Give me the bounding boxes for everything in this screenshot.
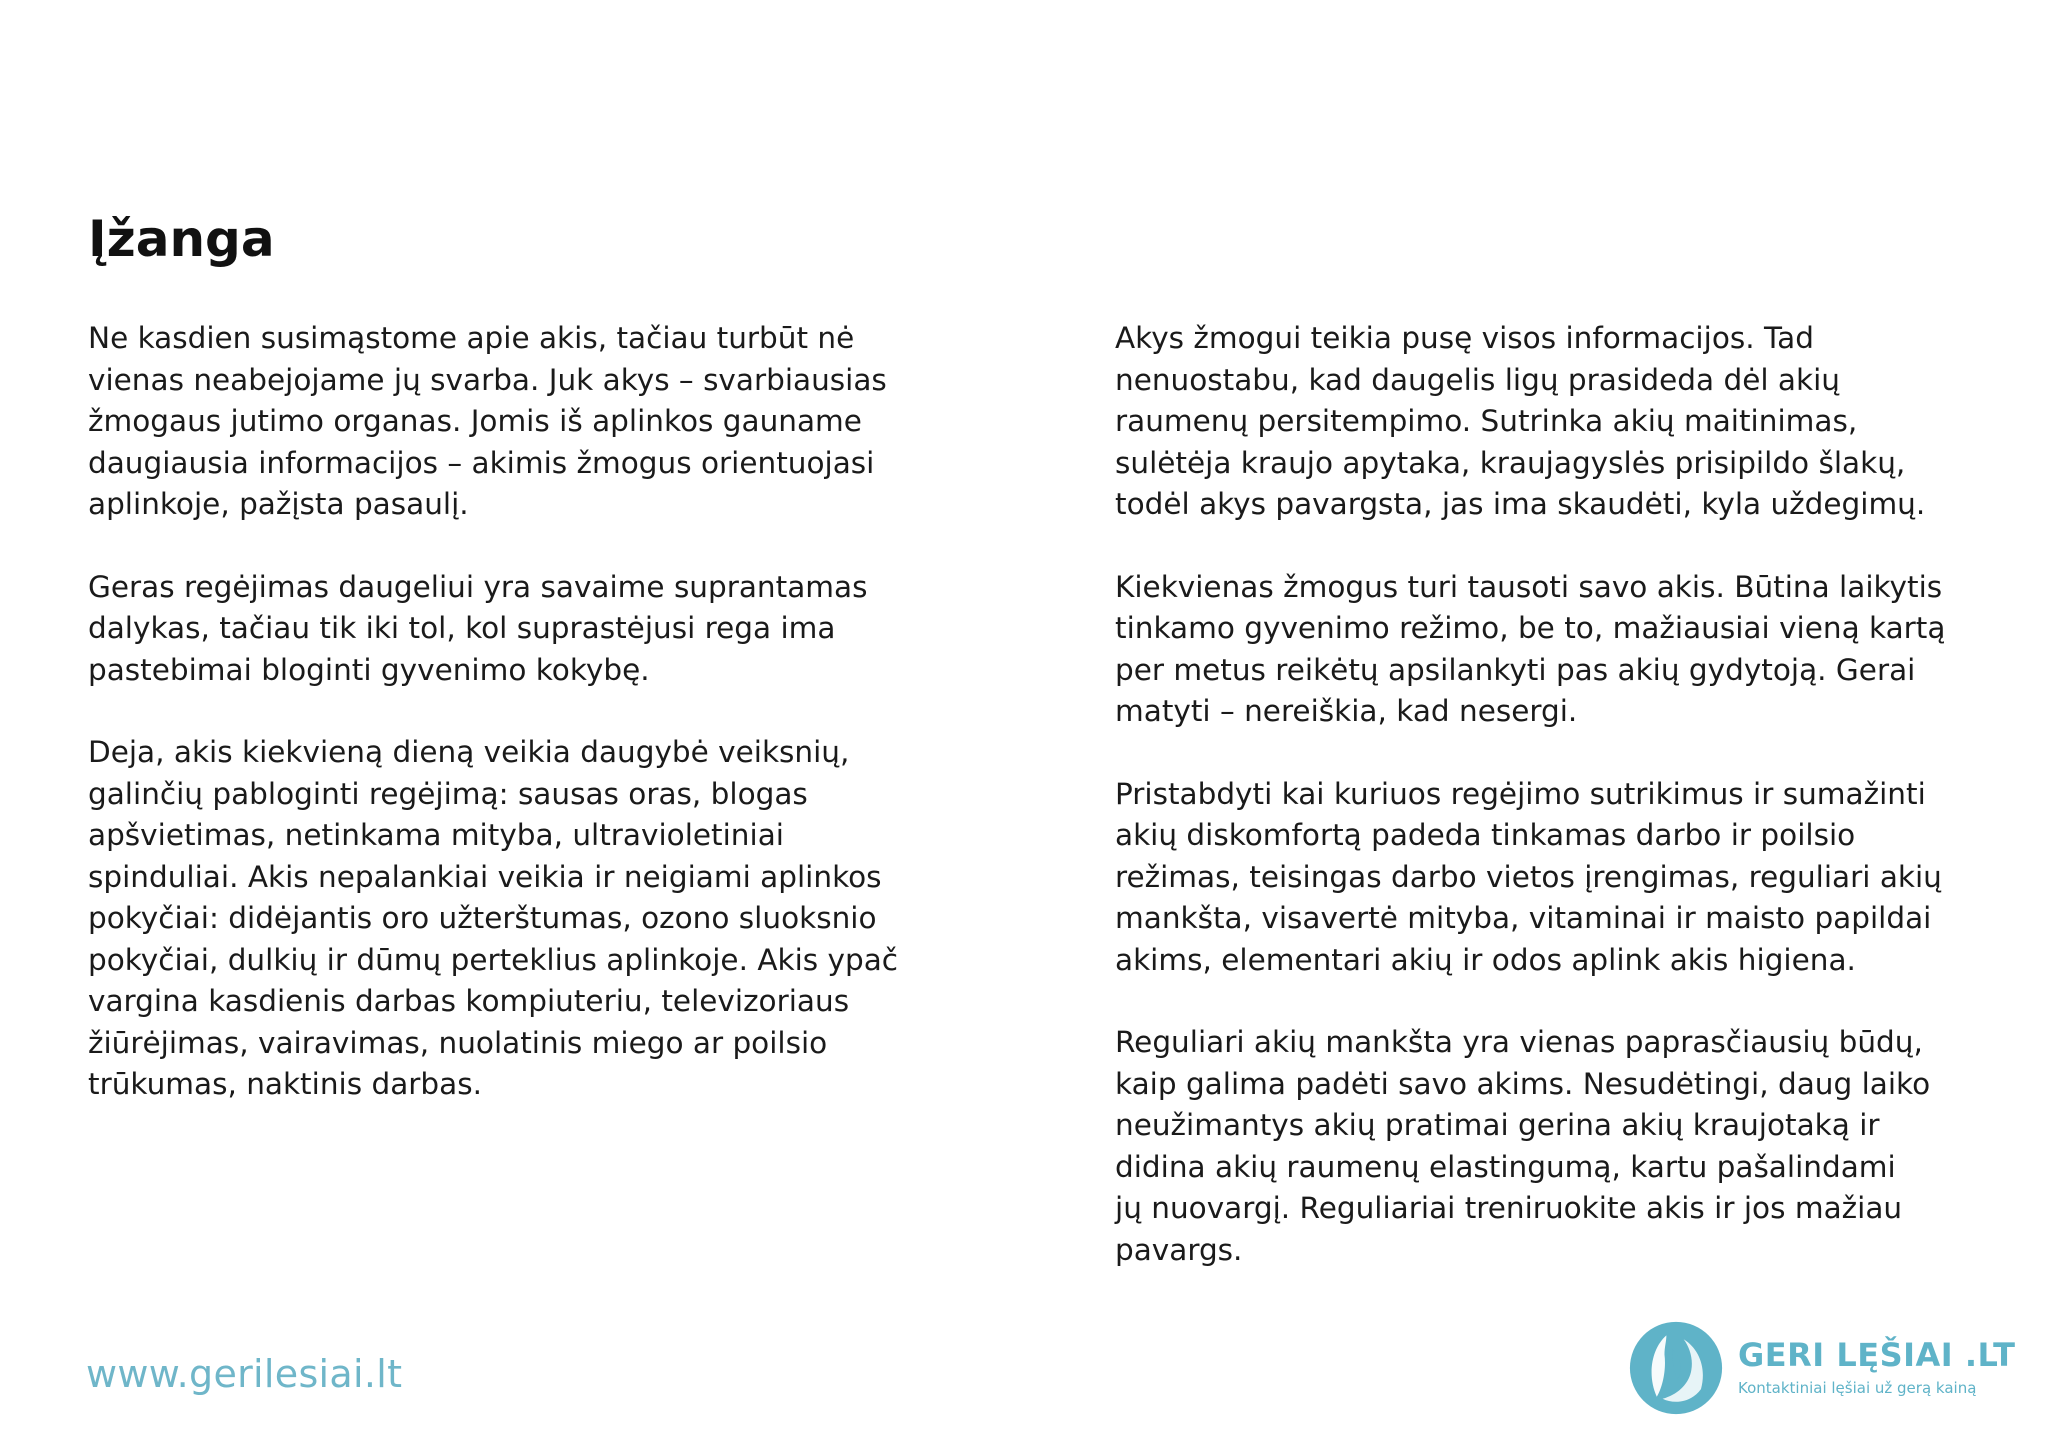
contact-lens-logo-icon <box>1628 1320 1724 1416</box>
left-column <box>88 318 948 1147</box>
paragraph: Kiekvienas žmogus turi tausoti savo akis. Būtina laikytis tinkamo gyvenimo režimo, be to, mažiausiai vieną kartą per metus reikėtų apsilankyti pas akių gydytoją. Gerai matyti – nereiškia, kad nesergi. <box>1115 569 1946 728</box>
paragraph: Ne kasdien susimąstome apie akis, tačiau turbūt nė vienas neabejojame jų svarba. Juk akys – svarbiausias žmogaus jutimo organas. Jomis iš aplinkos gauname daugiausia informacijos – akimis žmogus orientuojasi aplinkoje, pažįsta pasaulį. <box>88 321 887 521</box>
paragraph: Pristabdyti kai kuriuos regėjimo sutrikimus ir sumažinti akių diskomfortą padeda tinkamas darbo ir poilsio režimas, teisingas darbo vietos įrengimas, reguliari akių mankšta, visavertė mityba, vitaminai ir maisto papildai akims, elementari akių ir odos aplink akis higiena. <box>1115 776 1942 977</box>
brand-name: GERI LĘŠIAI .LT <box>1738 1335 2016 1374</box>
paragraph: Deja, akis kiekvieną dieną veikia daugybė veiksnių, galinčių pabloginti regėjimą: sausas oras, blogas apšvietimas, netinkama mityba, ultravioletiniai spinduliai. Akis nepalankiai veikia ir neigiami aplinkos pokyčiai: didėjantis oro užterštumas, ozono sluoksnio pokyčiai, dulkių ir dūmų perteklius aplinkoje. Akis ypač vargina kasdienis darbas kompiuteriu, televizoriaus žiūrėjimas, vairavimas, nuolatinis miego ar poilsio trūkumas, naktinis darbas. <box>88 735 899 1101</box>
paragraph: Akys žmogui teikia pusę visos informacijos. Tad nenuostabu, kad daugelis ligų prasideda dėl akių raumenų persitempimo. Sutrinka akių maitinimas, sulėtėja kraujo apytaka, kraujagyslės prisipildo šlakų, todėl akys pavargsta, jas ima skaudėti, kyla uždegimų. <box>1115 321 1926 521</box>
paragraph: Geras regėjimas daugeliui yra savaime suprantamas dalykas, tačiau tik iki tol, kol suprastėjusi rega ima pastebimai bloginti gyvenimo kokybę. <box>88 569 868 687</box>
right-column <box>1115 318 2015 1312</box>
paragraph: Reguliari akių mankšta yra vienas paprasčiausių būdų, kaip galima padėti savo akims. Nesudėtingi, daug laiko neužimantys akių pratimai gerina akių kraujotaką ir didina akių raumenų elastingumą, kartu pašalindami jų nuovargį. Reguliariai treniruokite akis ir jos mažiau pavargs. <box>1115 1025 1931 1267</box>
brand-tagline: Kontaktiniai lęšiai už gerą kainą <box>1738 1378 1977 1397</box>
brand-logo <box>1628 1318 2028 1418</box>
page-title: Įžanga <box>88 210 275 268</box>
website-url[interactable]: www.gerilesiai.lt <box>86 1352 403 1396</box>
